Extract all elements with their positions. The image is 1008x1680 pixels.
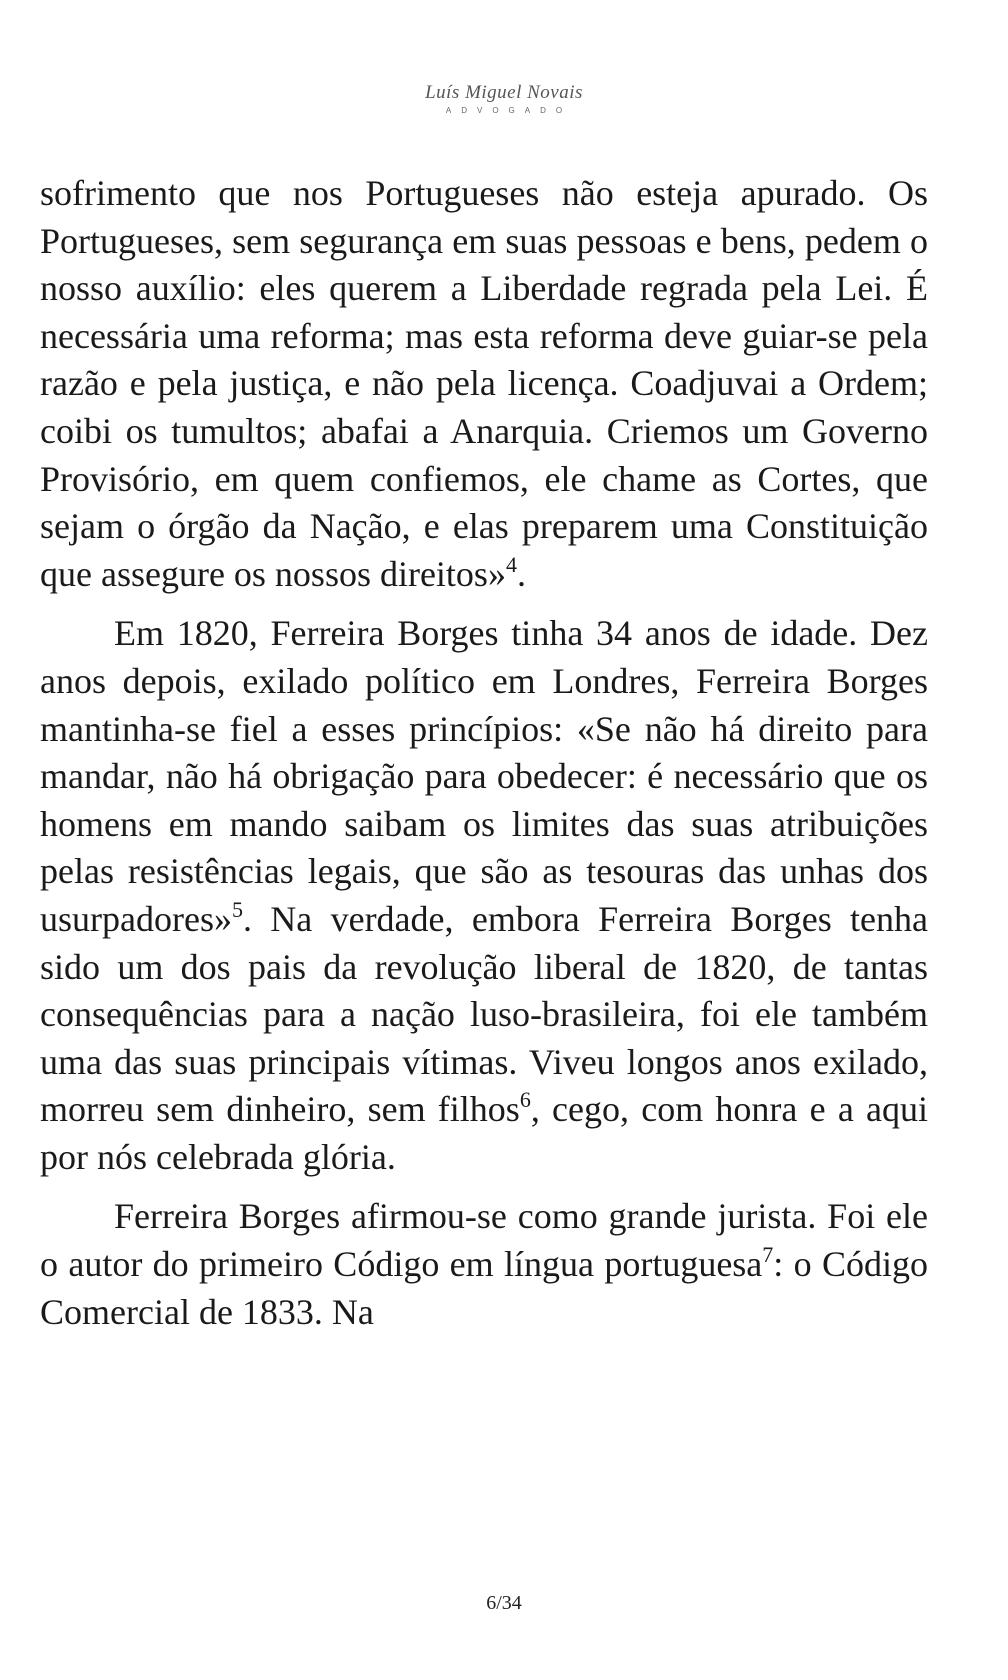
footnote-ref-4: 4 <box>505 551 517 577</box>
paragraph-2-text-b: . Na verdade, embora Ferreira Borges tenha sido um dos pais da revolução liberal de 1820, de tantas consequências para a nação luso-brasileira, foi ele também uma das suas principais vítimas. Viveu longos anos exilado, morreu sem dinheiro, sem filhos <box>40 898 928 1130</box>
letterhead-name: Luís Miguel Novais <box>425 82 583 103</box>
paragraph-3 <box>40 1193 928 1336</box>
footnote-ref-5: 5 <box>231 896 243 922</box>
paragraph-1 <box>40 170 928 598</box>
document-body <box>40 170 928 1348</box>
letterhead <box>0 82 1008 115</box>
paragraph-2 <box>40 610 928 1181</box>
paragraph-1-text: sofrimento que nos Portugueses não esteja apurado. Os Portugueses, sem segurança em suas pessoas e bens, pedem o nosso auxílio: eles querem a Liberdade regrada pela Lei. É necessária uma reforma; mas esta reforma deve guiar-se pela razão e pela justiça, e não pela licença. Coadjuvai a Ordem; coibi os tumultos; abafai a Anarquia. Criemos um Governo Provisório, em quem confiemos, ele chame as Cortes, que sejam o órgão da Nação, e elas preparem uma Constituição que assegure os nossos direitos» <box>40 173 928 594</box>
paragraph-3-text-a: Ferreira Borges afirmou-se como grande jurista. Foi ele o autor do primeiro Código em língua portuguesa <box>40 1196 928 1285</box>
letterhead-title: ADVOGADO <box>445 106 573 115</box>
paragraph-2-text-c: , cego, com honra e a aqui por nós celebrada glória. <box>40 1089 928 1177</box>
page-number: 6/34 <box>486 1592 522 1614</box>
paragraph-1-end: . <box>516 553 526 594</box>
paragraph-2-text-a: Em 1820, Ferreira Borges tinha 34 anos de idade. Dez anos depois, exilado político em Londres, Ferreira Borges mantinha-se fiel a esses princípios: «Se não há direito para mandar, não há obrigação para obedecer: é necessário que os homens em mando saibam os limites das suas atribuições pelas resistências legais, que são as tesouras das unhas dos usurpadores» <box>40 613 928 939</box>
footnote-ref-6: 6 <box>519 1087 531 1113</box>
paragraph-3-text-b: : o Código Comercial de 1833. Na <box>40 1244 929 1332</box>
footnote-ref-7: 7 <box>762 1242 774 1268</box>
